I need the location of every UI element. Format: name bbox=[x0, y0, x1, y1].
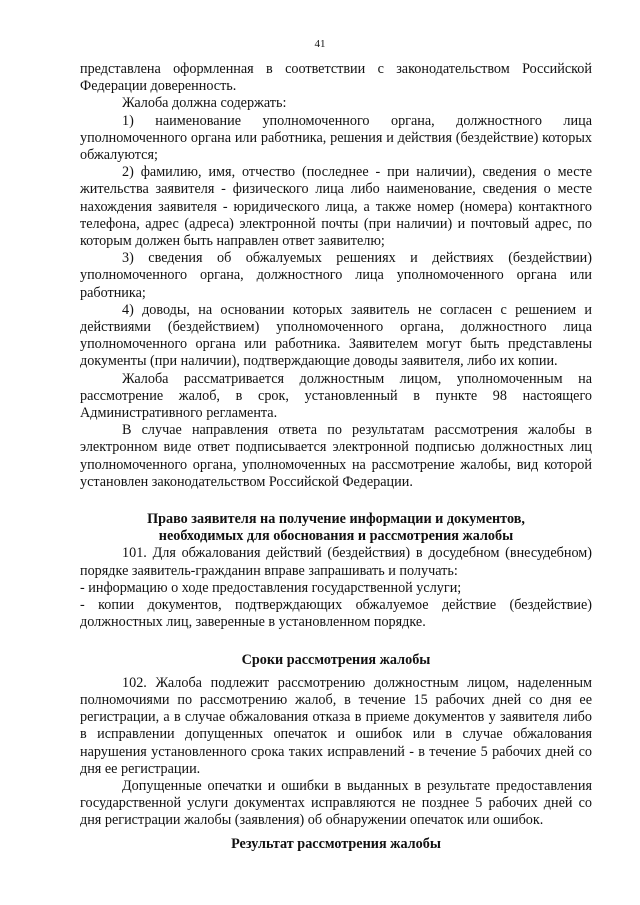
page-number: 41 bbox=[314, 38, 326, 50]
paragraph-101: 101. Для обжалования действий (бездействия) в досудебном (внесудебном) порядке заявитель-гражданин вправе запрашивать и получать: bbox=[80, 545, 592, 579]
list-item-4: 4) доводы, на основании которых заявитель не согласен с решением и действиями (бездействием) уполномоченного органа, должностного лица уполномоченного органа или работника. Заявителем могут быть представлены документы (при наличии), подтверждающие доводы заявителя, либо их копии. bbox=[80, 301, 592, 370]
list-item-dash-1: - информацию о ходе предоставления государственной услуги; bbox=[80, 579, 462, 596]
list-item-dash-2: - копии документов, подтверждающих обжалуемое действие (бездействие) должностных лиц, заверенные в установленном порядке. bbox=[80, 597, 592, 631]
paragraph-102: 102. Жалоба подлежит рассмотрению должностным лицом, наделенным полномочиями по рассмотрению жалоб, в течение 15 рабочих дней со дня ее регистрации, а в случае обжалования отказа в приеме документов у заявителя либо в исправлении допущенных опечаток и ошибок или в случае обжалования нарушения установленного срока таких исправлений - в течение 5 рабочих дней со дня ее регистрации. bbox=[80, 674, 592, 777]
section-heading-review-result: Результат рассмотрения жалобы bbox=[231, 835, 441, 852]
paragraph-electronic-response: В случае направления ответа по результатам рассмотрения жалобы в электронном виде ответ подписывается электронной подписью должностных лиц уполномоченного органа, уполномоченных на рассмотрение жалобы, вид которой установлен законодательством Российской Федерации. bbox=[80, 422, 592, 490]
list-item-1: 1) наименование уполномоченного органа, должностного лица уполномоченного органа или работника, решения и действия (бездействие) которых обжалуются; bbox=[80, 112, 592, 164]
paragraph-power-of-attorney: представлена оформленная в соответствии с законодательством Российской Федерации доверенность. bbox=[80, 61, 592, 95]
paragraph-complaint-review: Жалоба рассматривается должностным лицом, уполномоченным на рассмотрение жалоб, в срок, установленный в пункте 98 настоящего Административного регламента. bbox=[80, 370, 592, 422]
section-heading-review-terms: Сроки рассмотрения жалобы bbox=[241, 651, 431, 668]
paragraph-complaint-contents-intro: Жалоба должна содержать: bbox=[122, 95, 287, 112]
list-item-2: 2) фамилию, имя, отчество (последнее - при наличии), сведения о месте жительства заявителя - физического лица либо наименование, сведения о месте нахождения заявителя - юридического лица, а также номер (номера) контактного телефона, адрес (адреса) электронной почты (при наличии) и почтовый адрес, по которым должен быть направлен ответ заявителю; bbox=[80, 164, 592, 250]
list-item-3: 3) сведения об обжалуемых решениях и действиях (бездействии) уполномоченного органа, должностного лица уполномоченного органа или работника; bbox=[80, 250, 592, 301]
section-heading-right-to-info-line1: Право заявителя на получение информации и документов, bbox=[147, 511, 525, 528]
document-body bbox=[80, 61, 592, 853]
section-heading-right-to-info-line2: необходимых для обоснования и рассмотрения жалобы bbox=[158, 528, 514, 545]
paragraph-typo-corrections: Допущенные опечатки и ошибки в выданных в результате предоставления государственной услуги документах исправляются не позднее 5 рабочих дней со дня регистрации жалобы (заявления) об обнаружении опечаток или ошибок. bbox=[80, 777, 592, 829]
